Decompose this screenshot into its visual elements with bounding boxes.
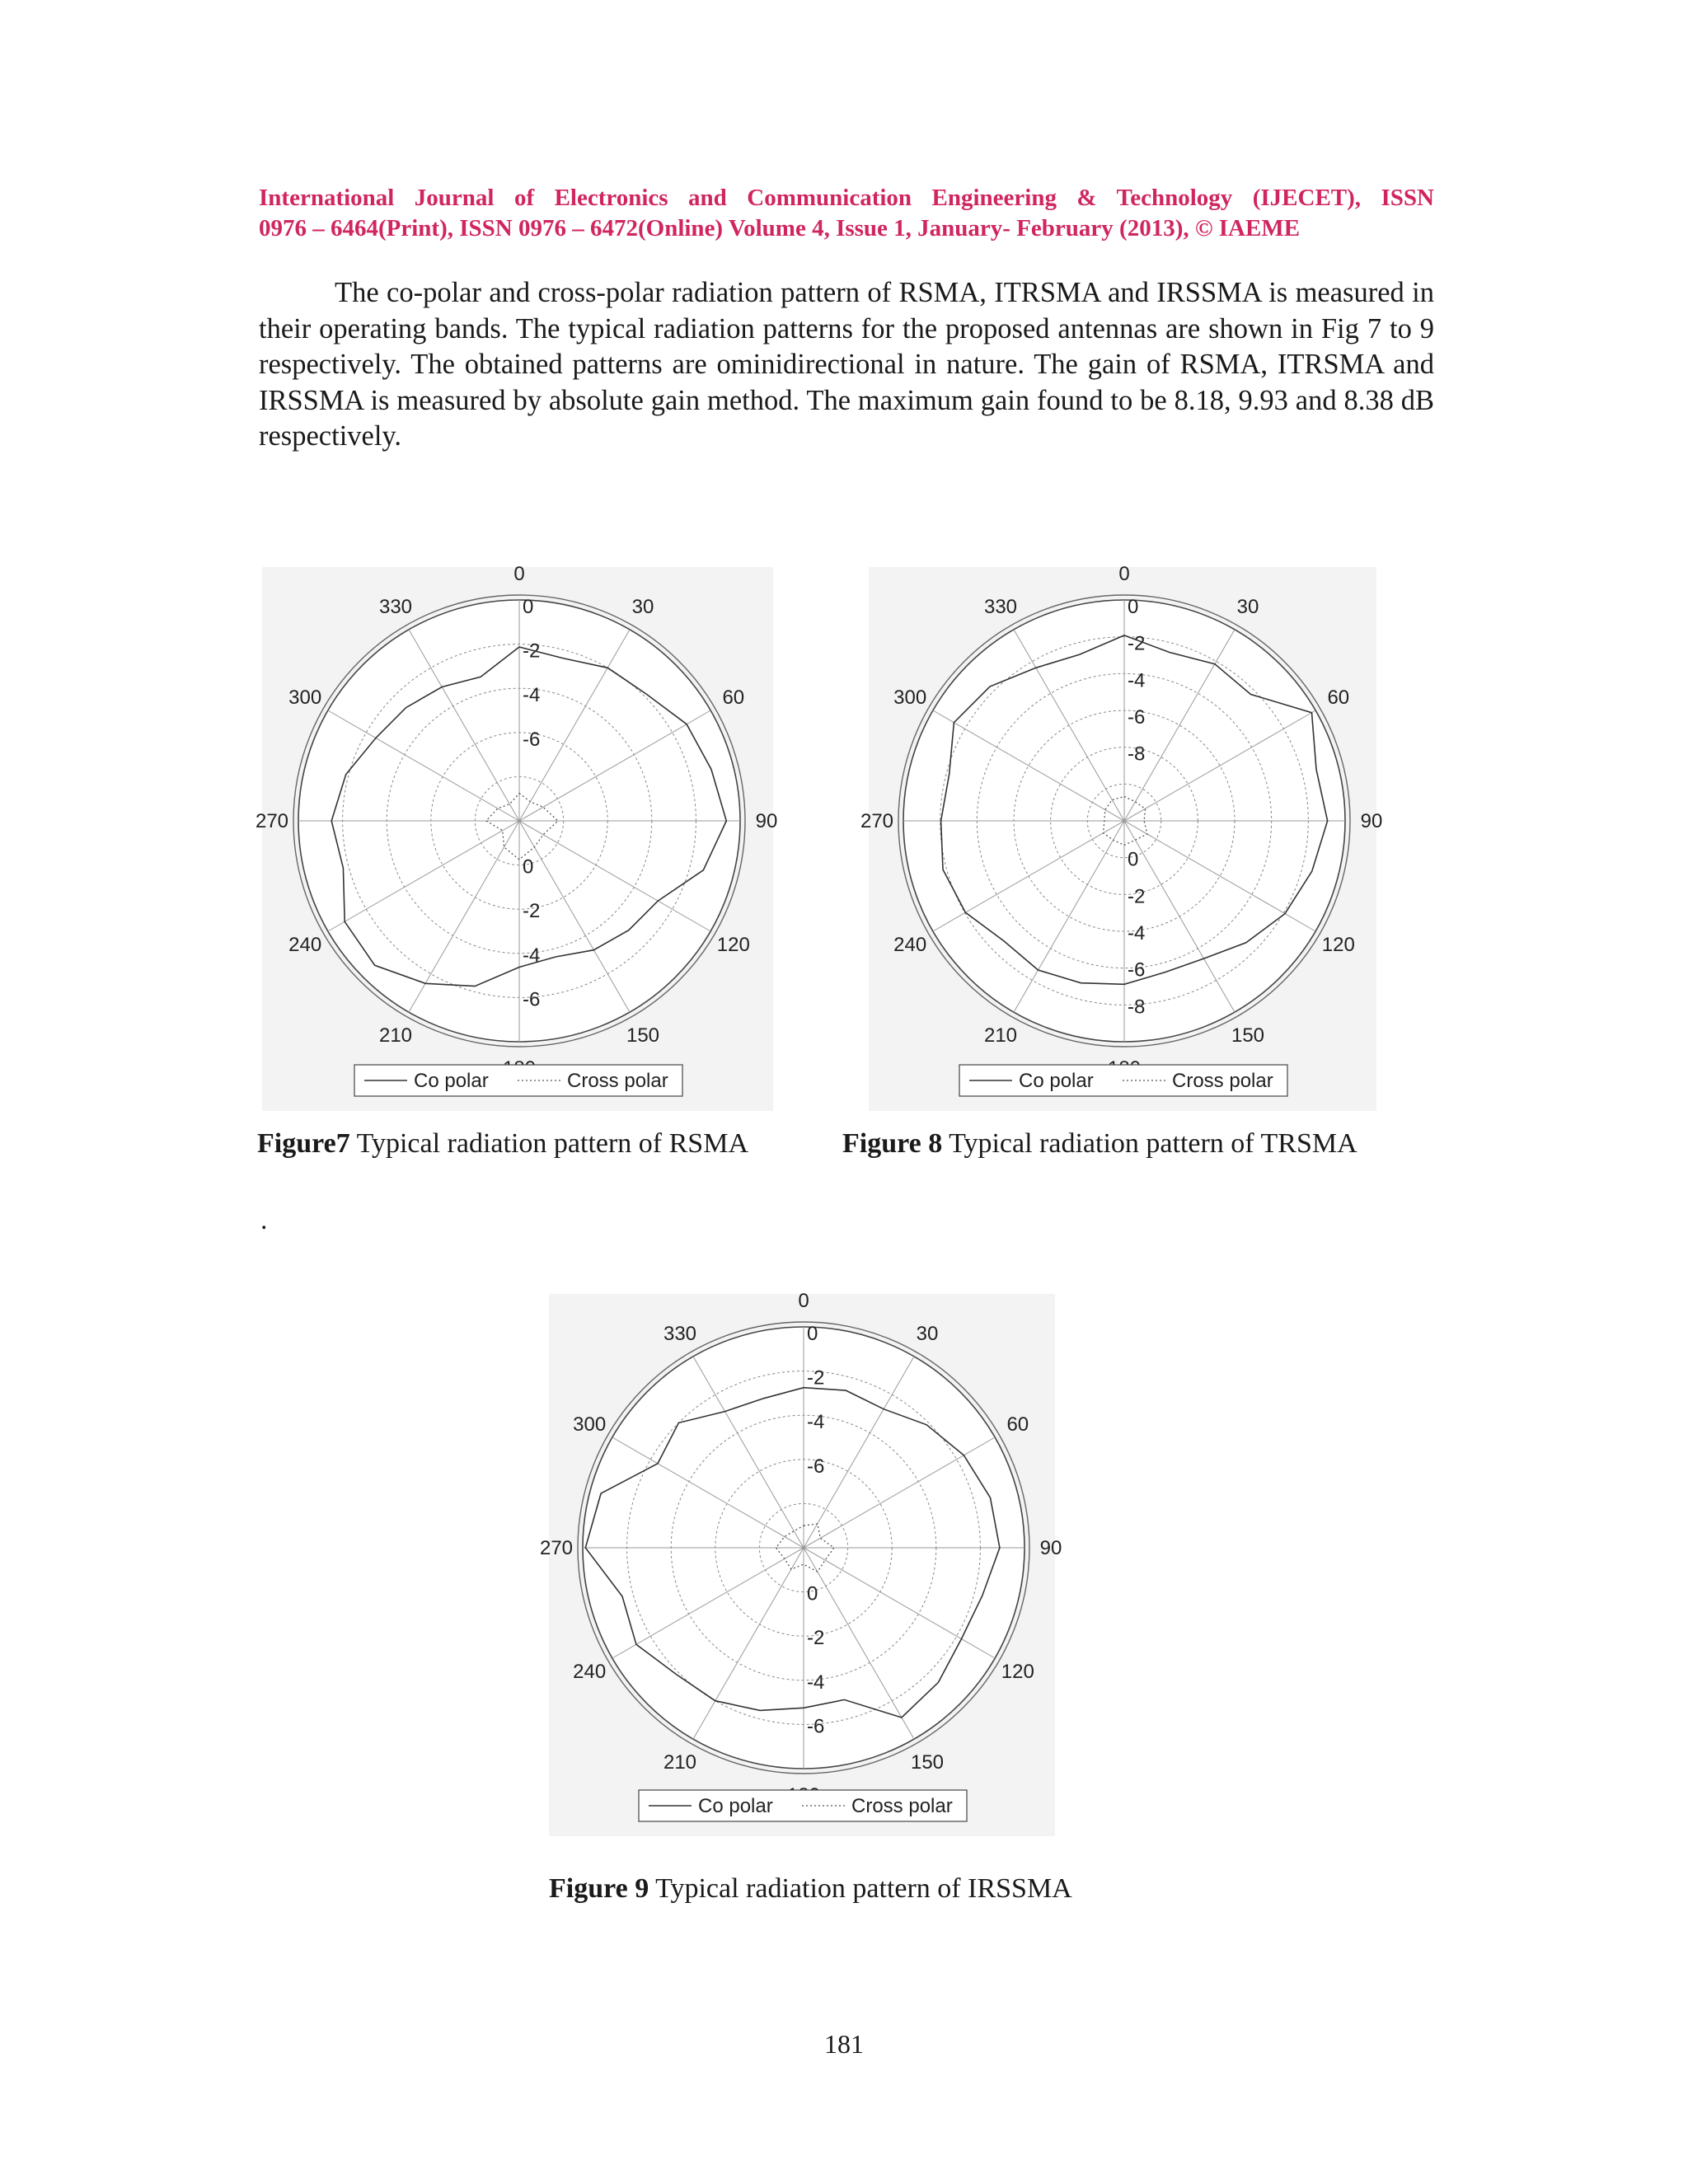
header-line-1: International Journal of Electronics and Communication Engineering & Technology (IJECET), ISSN <box>259 185 1434 211</box>
radial-tick-label: 0 <box>807 1323 818 1345</box>
figure-9-label: Figure 9 <box>549 1873 649 1904</box>
figure-8-polar-plot <box>860 563 1383 1111</box>
radial-tick-label: -8 <box>1128 996 1146 1019</box>
radial-tick-label: -4 <box>807 1671 825 1694</box>
figure-7-label: Figure7 <box>257 1128 350 1159</box>
figure-7-polar-plot <box>255 563 778 1111</box>
legend-label-co-polar: Co polar <box>414 1070 489 1092</box>
radial-tick-label: -6 <box>1128 706 1146 729</box>
radial-tick-label: -8 <box>1128 743 1146 766</box>
angle-label: 60 <box>1327 687 1350 709</box>
polar-plot-svg-1 <box>860 563 1383 1111</box>
angle-label: 330 <box>378 596 413 619</box>
body-paragraph <box>259 275 1434 455</box>
radial-tick-label: -4 <box>1128 669 1146 692</box>
angle-label: 30 <box>1236 596 1259 619</box>
legend-label-co-polar: Co polar <box>1019 1070 1094 1092</box>
angle-label: 210 <box>663 1750 697 1774</box>
angle-label: 120 <box>1321 934 1355 956</box>
angle-label: 330 <box>983 596 1018 619</box>
angle-label: 0 <box>1118 563 1130 585</box>
radial-tick-label: 0 <box>807 1582 818 1605</box>
angle-label: 240 <box>288 934 322 956</box>
angle-label: 300 <box>573 1413 607 1436</box>
legend <box>354 1065 682 1096</box>
angle-label: 270 <box>860 810 894 832</box>
angle-label: 300 <box>288 687 322 709</box>
page-number: 181 <box>824 2029 864 2059</box>
radial-tick-label: -6 <box>1128 958 1146 982</box>
radial-tick-label: -2 <box>523 900 541 923</box>
figure-9-caption <box>549 1872 1072 1905</box>
radial-tick-label: -4 <box>523 944 541 967</box>
angle-label: 210 <box>378 1024 413 1047</box>
legend-label-co-polar: Co polar <box>698 1795 773 1817</box>
figure-9-polar-plot <box>539 1290 1062 1836</box>
angle-label: 240 <box>893 934 927 956</box>
angle-label: 90 <box>1360 810 1383 832</box>
stray-dot: . <box>260 1205 268 1235</box>
legend-label-cross-polar: Cross polar <box>1172 1070 1273 1092</box>
legend <box>959 1065 1287 1096</box>
figure-8-caption <box>842 1127 1357 1160</box>
radial-tick-label: 0 <box>1128 596 1139 618</box>
angle-label: 240 <box>573 1661 607 1683</box>
radial-tick-label: 0 <box>523 596 534 618</box>
angle-label: 300 <box>893 687 927 709</box>
angle-label: 270 <box>539 1537 574 1559</box>
angle-label: 60 <box>722 687 745 709</box>
figure-8-label: Figure 8 <box>842 1128 943 1159</box>
radial-tick-label: -4 <box>807 1411 825 1434</box>
radial-tick-label: -2 <box>523 640 541 663</box>
radial-tick-label: -6 <box>807 1715 825 1738</box>
body-text: The co-polar and cross-polar radiation pattern of RSMA, ITRSMA and IRSSMA is measured in their operating bands. The typical radiation patterns for the proposed antennas are shown in Fig 7 to 9 respectively. The obtained patterns are ominidirectional in nature. The gain of RSMA, ITRSMA and IRSSMA is measured by absolute gain method. The maximum gain found to be 8.18, 9.93 and 8.38 dB respectively. <box>259 277 1434 452</box>
figure-7-caption <box>257 1127 748 1160</box>
journal-header <box>259 183 1434 244</box>
angle-label: 150 <box>626 1024 660 1047</box>
angle-label: 30 <box>631 596 654 619</box>
polar-plot-svg-0 <box>255 563 778 1111</box>
angle-label: 90 <box>1039 1537 1062 1559</box>
radial-tick-label: -2 <box>807 1627 825 1650</box>
legend-label-cross-polar: Cross polar <box>851 1795 953 1817</box>
radial-tick-label: -4 <box>1128 922 1146 944</box>
figure-8-text: Typical radiation pattern of TRSMA <box>942 1128 1357 1159</box>
angle-label: 0 <box>798 1290 809 1312</box>
figure-9-text: Typical radiation pattern of IRSSMA <box>649 1873 1072 1904</box>
radial-tick-label: 0 <box>1128 848 1139 871</box>
angle-label: 0 <box>513 563 525 585</box>
radial-tick-label: 0 <box>523 855 534 879</box>
figure-7-text: Typical radiation pattern of RSMA <box>349 1128 748 1159</box>
legend-label-cross-polar: Cross polar <box>567 1070 668 1092</box>
angle-label: 60 <box>1006 1413 1029 1436</box>
angle-label: 210 <box>983 1024 1018 1047</box>
radial-tick-label: -2 <box>807 1366 825 1390</box>
angle-label: 150 <box>1231 1024 1265 1047</box>
radial-tick-label: -2 <box>1128 632 1146 655</box>
radial-tick-label: -6 <box>807 1455 825 1478</box>
header-line-2: 0976 – 6464(Print), ISSN 0976 – 6472(Online) Volume 4, Issue 1, January- February (2013), © IAEME <box>259 215 1301 241</box>
radial-tick-label: -6 <box>523 988 541 1011</box>
polar-plot-svg-2 <box>539 1290 1062 1836</box>
angle-label: 270 <box>255 810 289 832</box>
radial-tick-label: -6 <box>523 728 541 751</box>
radial-tick-label: -4 <box>523 684 541 707</box>
angle-label: 120 <box>716 934 750 956</box>
legend <box>639 1790 967 1821</box>
angle-label: 120 <box>1001 1661 1034 1683</box>
angle-label: 30 <box>916 1323 939 1346</box>
angle-label: 150 <box>910 1750 945 1774</box>
radial-tick-label: -2 <box>1128 885 1146 908</box>
angle-label: 90 <box>755 810 778 832</box>
angle-label: 330 <box>663 1323 697 1346</box>
